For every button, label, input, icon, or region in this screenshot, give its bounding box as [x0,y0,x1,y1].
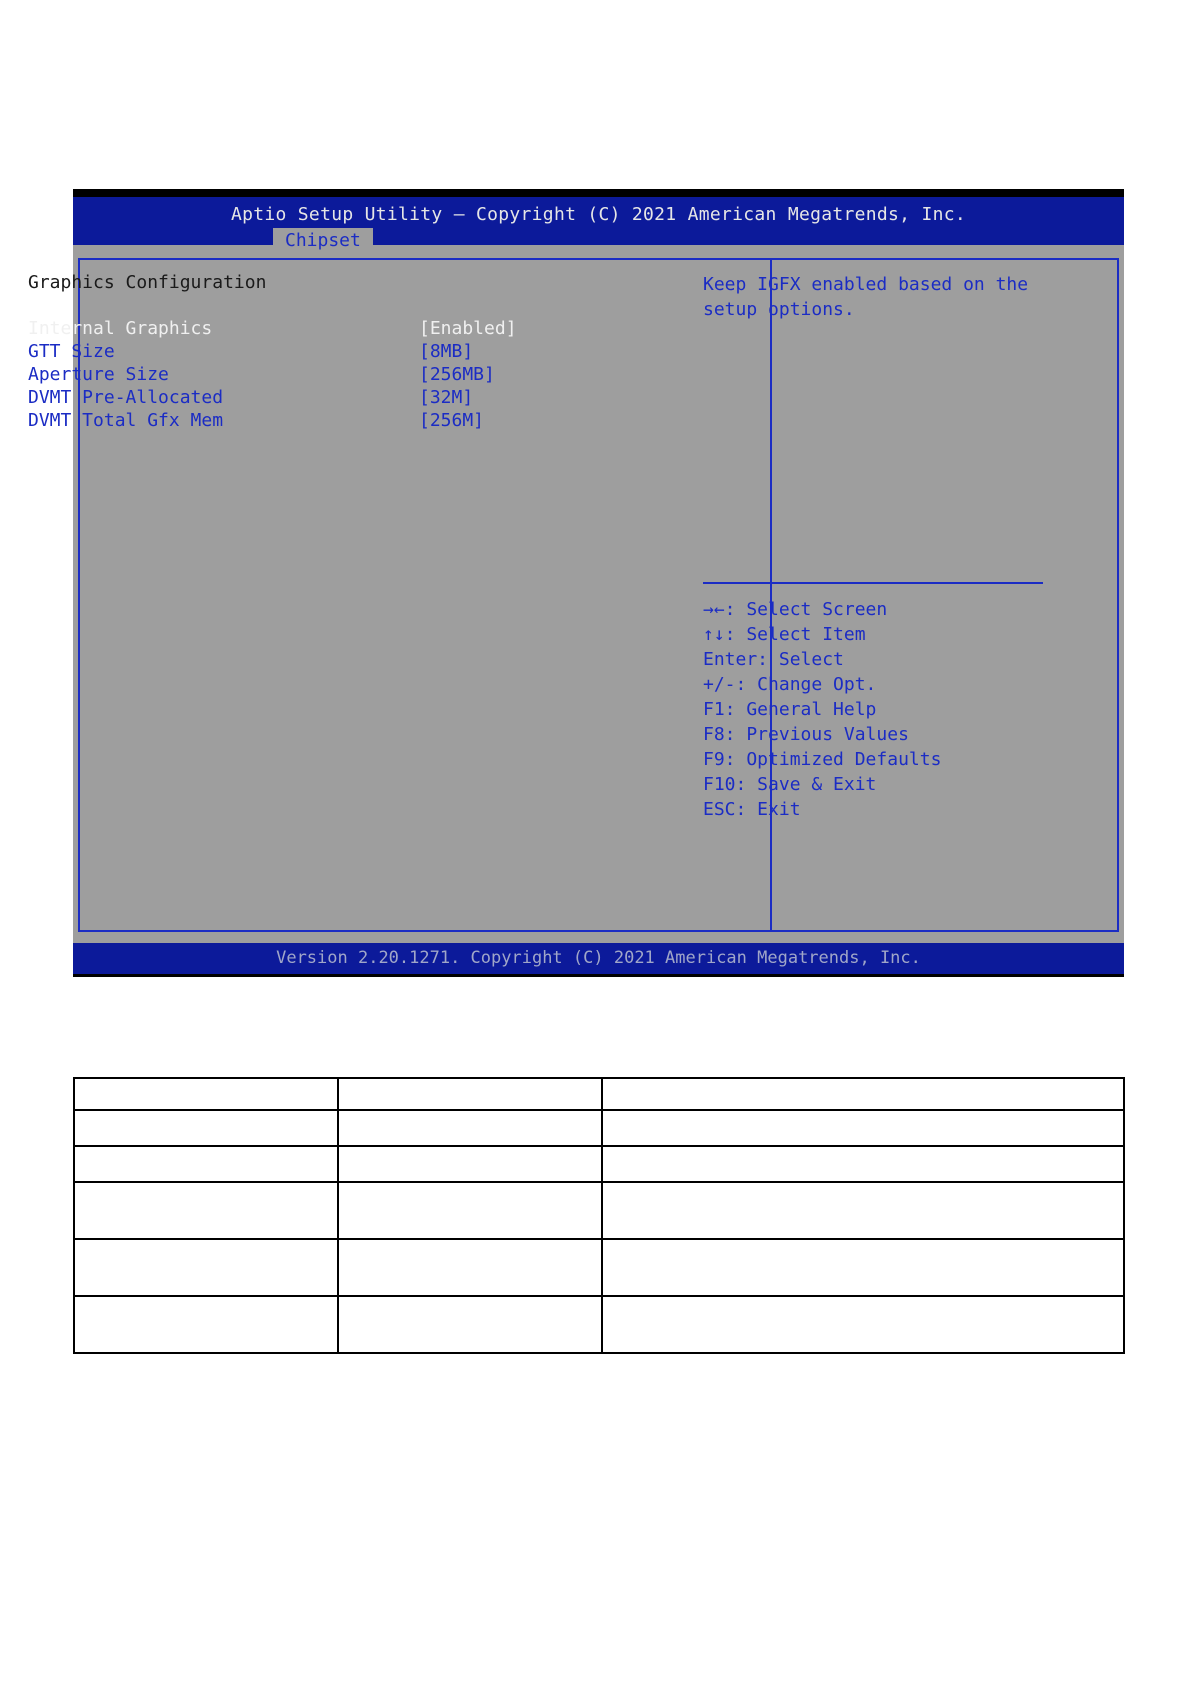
table-cell [74,1296,338,1353]
version-text: Version 2.20.1271. Copyright (C) 2021 American Megatrends, Inc. [276,948,921,968]
table-row [74,1078,1124,1110]
table-row [74,1146,1124,1182]
setting-dvmt-total-gfx-mem[interactable] [28,410,678,435]
help-text [703,272,1043,322]
key-general-help: F1: General Help [703,699,877,720]
key-select-screen: →←: Select Screen [703,599,888,620]
table-cell [602,1078,1124,1110]
help-line: Keep IGFX enabled based on the [703,274,1029,295]
setting-value[interactable]: [Enabled] [419,318,517,339]
setting-value[interactable]: [256MB] [419,364,495,385]
table-row [74,1182,1124,1239]
key-previous-values: F8: Previous Values [703,724,909,745]
table-cell [602,1146,1124,1182]
table-cell [338,1182,602,1239]
help-line: setup options. [703,299,855,320]
setting-label: GTT Size [28,341,115,362]
setting-label: Aperture Size [28,364,169,385]
table-cell [338,1239,602,1296]
table-cell [338,1078,602,1110]
key-select-item: ↑↓: Select Item [703,624,866,645]
table-cell [602,1182,1124,1239]
table-cell [74,1182,338,1239]
footer-bar [73,943,1124,977]
table-cell [602,1110,1124,1146]
app-title: Aptio Setup Utility – Copyright (C) 2021 American Megatrends, Inc. [230,204,967,225]
setting-value[interactable]: [256M] [419,410,485,431]
key-legend [703,597,1043,822]
table-cell [338,1110,602,1146]
tab-chipset[interactable]: Chipset [273,228,373,253]
setting-value[interactable]: [32M] [419,387,474,408]
setting-aperture-size[interactable] [28,364,678,389]
table-cell [74,1239,338,1296]
title-bar [73,189,1124,251]
table-row [74,1110,1124,1146]
table-cell [338,1296,602,1353]
table-cell [602,1296,1124,1353]
table-cell [602,1239,1124,1296]
setting-dvmt-pre-allocated[interactable] [28,387,678,412]
table-cell [74,1110,338,1146]
key-save-exit: F10: Save & Exit [703,774,877,795]
setting-gtt-size[interactable] [28,341,678,366]
key-exit: ESC: Exit [703,799,801,820]
key-enter: Enter: Select [703,649,844,670]
setting-value[interactable]: [8MB] [419,341,474,362]
table-cell [74,1146,338,1182]
table-cell [74,1078,338,1110]
table-row [74,1239,1124,1296]
help-divider [703,582,1043,584]
setting-label: DVMT Pre-Allocated [28,387,224,408]
empty-table [73,1077,1125,1354]
help-panel [770,258,1119,932]
key-optimized-defaults: F9: Optimized Defaults [703,749,942,770]
setting-label: Internal Graphics [28,318,213,339]
table-row [74,1296,1124,1353]
setting-label: DVMT Total Gfx Mem [28,410,224,431]
section-heading: Graphics Configuration [28,272,267,293]
setting-internal-graphics[interactable] [28,318,678,343]
table-cell [338,1146,602,1182]
key-change-opt: +/-: Change Opt. [703,674,877,695]
